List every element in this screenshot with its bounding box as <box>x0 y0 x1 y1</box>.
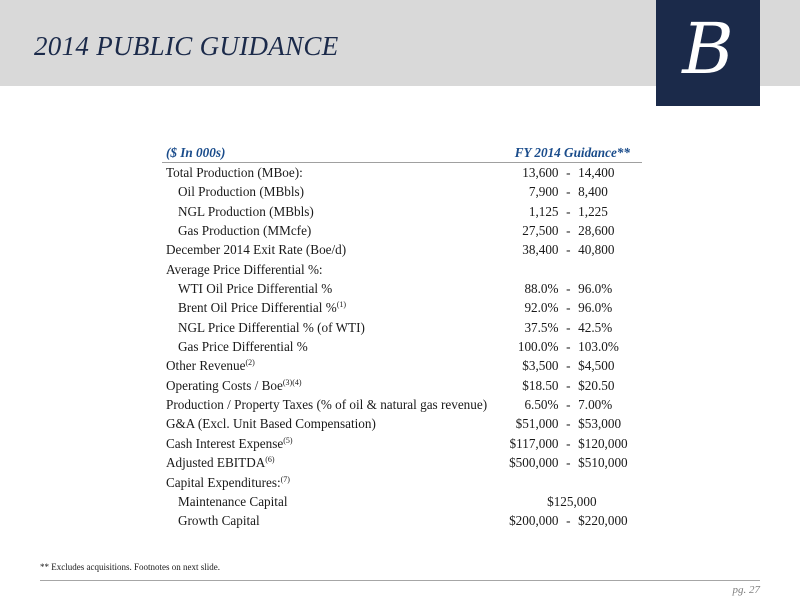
low-value: 100.0% <box>517 339 559 355</box>
low-value: 7,900 <box>528 184 559 200</box>
footnote-ref: (2) <box>245 358 255 368</box>
table-row <box>162 395 642 414</box>
company-logo <box>656 0 760 106</box>
range-dash: - <box>566 165 571 181</box>
row-label: Production / Property Taxes (% of oil & natural gas revenue) <box>166 397 488 413</box>
footer-divider <box>40 580 760 581</box>
table-row <box>162 183 642 202</box>
high-value: 7.00% <box>578 397 613 413</box>
range-dash: - <box>566 455 571 471</box>
row-label: WTI Oil Price Differential % <box>178 281 333 297</box>
high-value: $53,000 <box>578 416 622 432</box>
low-value: $18.50 <box>522 377 559 393</box>
high-value: 1,225 <box>578 203 608 219</box>
table-row <box>162 454 642 473</box>
footnote-text: ** Excludes acquisitions. Footnotes on next slide. <box>40 562 220 572</box>
row-label: Gas Price Differential % <box>178 339 308 355</box>
row-label: Capital Expenditures:$^{(7)}$ <box>166 474 290 490</box>
slide-title: 2014 PUBLIC GUIDANCE <box>34 31 339 61</box>
range-dash: - <box>566 319 571 335</box>
range-dash: - <box>566 358 571 374</box>
row-label: Growth Capital <box>178 513 260 529</box>
page-number: pg. 27 <box>732 584 760 596</box>
low-value: 38,400 <box>522 242 559 258</box>
table-row <box>162 512 642 531</box>
row-label: Adjusted EBITDA$^{(6)}$ <box>166 455 275 471</box>
row-label: Gas Production (MMcfe) <box>178 223 312 239</box>
high-value: 8,400 <box>578 184 608 200</box>
high-value: 96.0% <box>578 281 613 297</box>
column-header-guidance: FY 2014 Guidance** <box>502 143 642 163</box>
footnote-ref: (3)(4) <box>282 377 302 387</box>
table-row <box>162 376 642 395</box>
low-value: 88.0% <box>524 281 559 297</box>
high-value: $4,500 <box>578 358 615 374</box>
single-value: $125,000 <box>547 493 597 509</box>
table-row <box>162 299 642 318</box>
high-value <box>578 473 642 492</box>
row-label: G&A (Excl. Unit Based Compensation) <box>166 416 376 432</box>
high-value: 40,800 <box>578 242 615 258</box>
footnote-ref: (1) <box>336 300 347 310</box>
row-label: Oil Production (MBbls) <box>178 184 305 200</box>
range-dash: - <box>566 435 571 451</box>
high-value: 96.0% <box>578 300 613 316</box>
range-dash: - <box>566 242 571 258</box>
footnote-ref: (7) <box>280 474 290 484</box>
low-value: 13,600 <box>522 165 559 181</box>
table-row <box>162 241 642 260</box>
row-label: Maintenance Capital <box>178 493 288 509</box>
range-dash: - <box>566 397 571 413</box>
low-value: $117,000 <box>509 435 559 451</box>
row-label: Operating Costs / Boe$^{(3)(4)}$ <box>166 377 302 393</box>
range-dash: - <box>566 513 571 529</box>
table-row <box>162 434 642 453</box>
table-header-row <box>162 143 642 163</box>
low-value <box>502 473 559 492</box>
row-label: Total Production (MBoe): <box>166 165 303 181</box>
column-header-units: ($ In 000s) <box>162 143 502 163</box>
low-value: 6.50% <box>524 397 559 413</box>
low-value: $51,000 <box>515 416 559 432</box>
range-dash: - <box>566 223 571 239</box>
table-row <box>162 279 642 298</box>
range-dash: - <box>566 300 571 316</box>
range-dash: - <box>566 203 571 219</box>
table-row <box>162 357 642 376</box>
row-label: NGL Price Differential % (of WTI) <box>178 319 365 335</box>
footnote-ref: (5) <box>283 435 293 445</box>
high-value: 42.5% <box>578 319 613 335</box>
low-value <box>502 260 559 279</box>
table-row <box>162 337 642 356</box>
table-row <box>162 415 642 434</box>
low-value: $200,000 <box>509 513 559 529</box>
footnote-ref: (6) <box>265 455 275 465</box>
high-value <box>578 260 642 279</box>
range-dash <box>559 260 579 279</box>
high-value: $20.50 <box>578 377 615 393</box>
range-dash: - <box>566 281 571 297</box>
range-dash: - <box>566 339 571 355</box>
logo-letter: B <box>682 8 734 90</box>
table-row <box>162 202 642 221</box>
table-row <box>162 221 642 240</box>
low-value: $3,500 <box>522 358 559 374</box>
low-value: 27,500 <box>522 223 559 239</box>
high-value: $120,000 <box>578 435 628 451</box>
range-dash: - <box>566 184 571 200</box>
range-dash <box>559 473 579 492</box>
table-row <box>162 473 642 492</box>
low-value: 37.5% <box>524 319 559 335</box>
table-row <box>162 163 642 183</box>
range-dash: - <box>566 416 571 432</box>
table-row <box>162 260 642 279</box>
row-label: December 2014 Exit Rate (Boe/d) <box>166 242 347 258</box>
low-value: 1,125 <box>528 203 559 219</box>
low-value: 92.0% <box>524 300 559 316</box>
guidance-table <box>162 143 642 531</box>
row-label: Brent Oil Price Differential %$^{(1)}$ <box>178 300 347 316</box>
low-value: $500,000 <box>509 455 559 471</box>
table-row <box>162 492 642 511</box>
high-value: $510,000 <box>578 455 628 471</box>
high-value: 103.0% <box>578 339 619 355</box>
row-label: Cash Interest Expense$^{(5)}$ <box>166 435 293 451</box>
row-label: Average Price Differential %: <box>166 261 323 277</box>
range-dash: - <box>566 377 571 393</box>
table-row <box>162 318 642 337</box>
high-value: 28,600 <box>578 223 615 239</box>
row-label: Other Revenue$^{(2)}$ <box>166 358 255 374</box>
row-label: NGL Production (MBbls) <box>178 203 314 219</box>
high-value: $220,000 <box>578 513 628 529</box>
high-value: 14,400 <box>578 165 615 181</box>
